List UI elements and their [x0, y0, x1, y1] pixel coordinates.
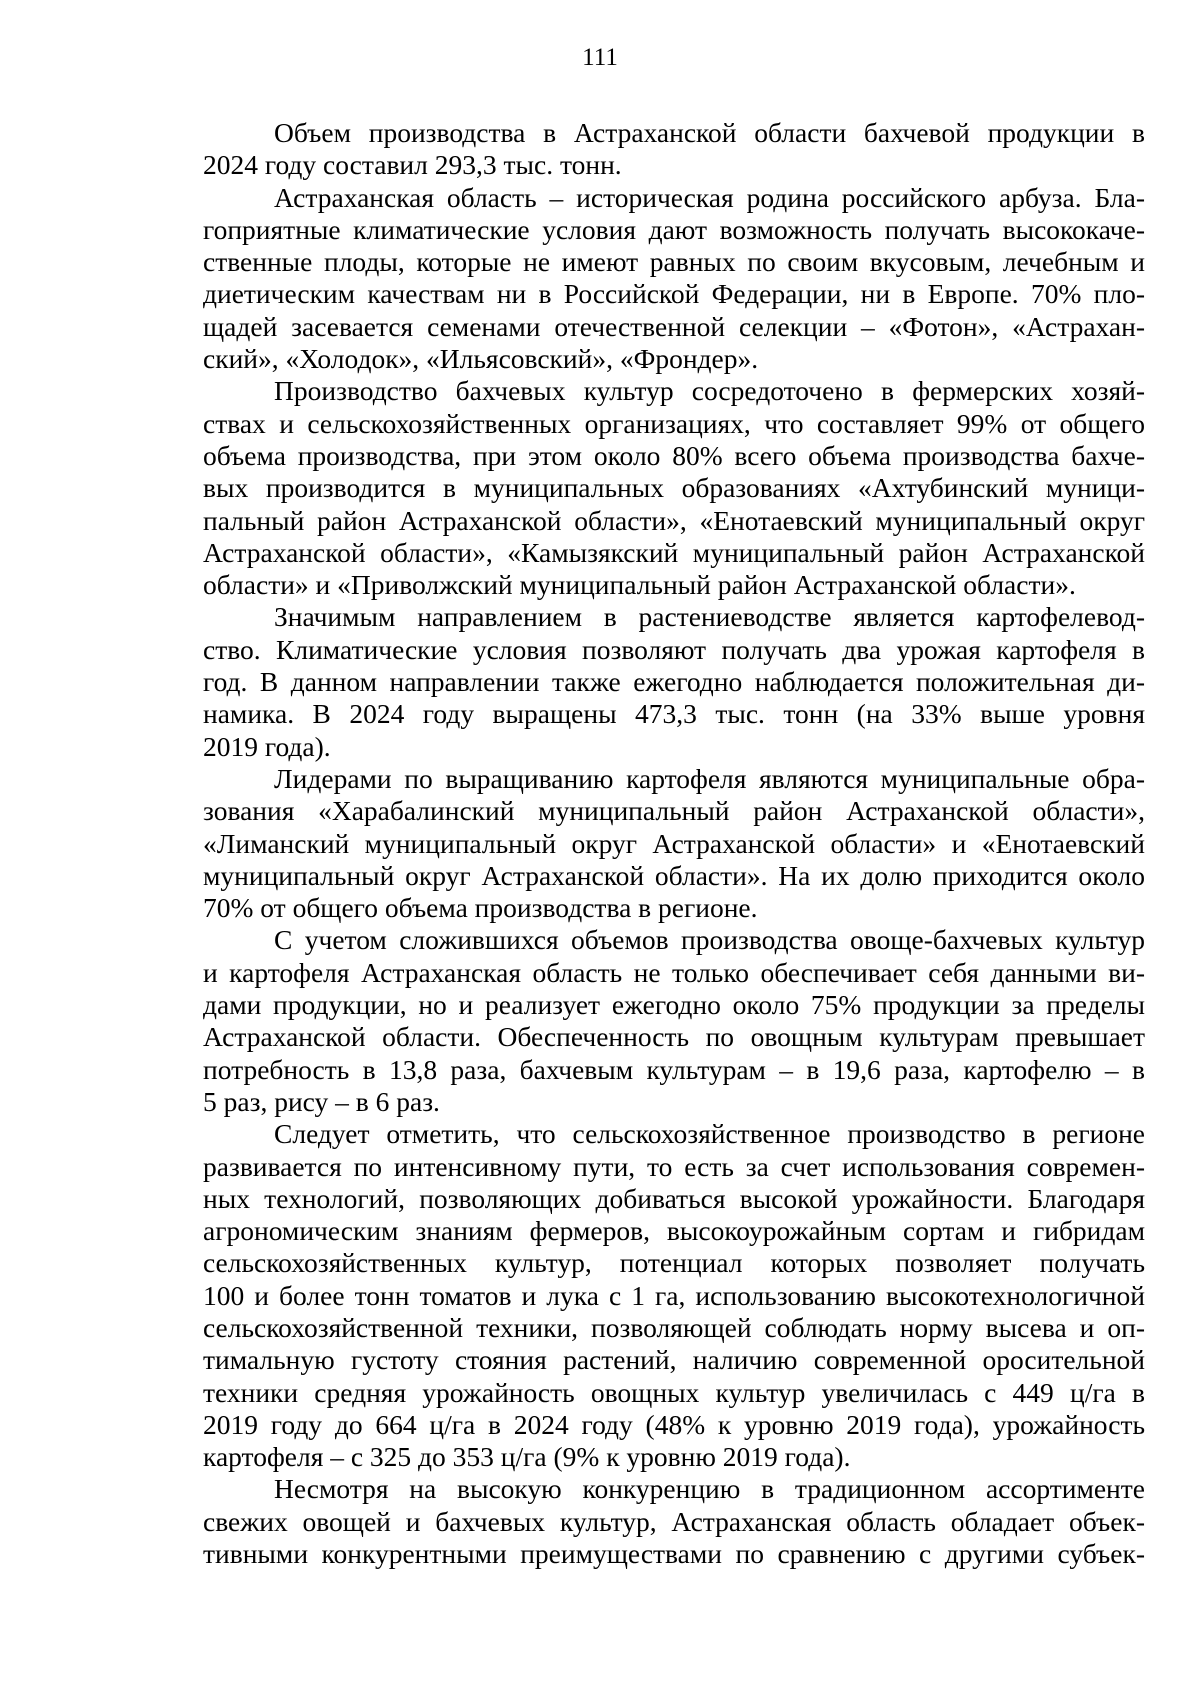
text-line: год. В данном направлении также ежегодно наблюдается положительная ди- [203, 666, 1145, 698]
text-line: Лидерами по выращиванию картофеля являются муниципальные обра- [274, 762, 1145, 794]
page-number: 111 [582, 44, 618, 71]
text-line: тимальную густоту стояния растений, наличию современной оросительной [203, 1344, 1145, 1376]
text-line: гоприятные климатические условия дают возможность получать высококаче- [203, 213, 1145, 245]
text-line: ство. Климатические условия позволяют получать два урожая картофеля в [203, 633, 1145, 665]
text-line: объема производства, при этом около 80% всего объема производства бахче- [203, 439, 1145, 471]
text-line: дами продукции, но и реализует ежегодно около 75% продукции за пределы [203, 989, 1145, 1021]
text-line: 2024 году составил 293,3 тыс. тонн. [203, 149, 622, 181]
text-line: вых производится в муниципальных образованиях «Ахтубинский муници- [203, 472, 1145, 504]
text-line: и картофеля Астраханская область не только обеспечивает себя данными ви- [203, 956, 1145, 988]
text-line: сельскохозяйственных культур, потенциал которых позволяет получать [203, 1247, 1145, 1279]
text-line: Производство бахчевых культур сосредоточено в фермерских хозяй- [274, 375, 1145, 407]
text-line: тивными конкурентными преимуществами по сравнению с другими субъек- [203, 1538, 1145, 1570]
text-line: 5 раз, рису – в 6 раз. [203, 1085, 440, 1117]
text-line: потребность в 13,8 раза, бахчевым культурам – в 19,6 раза, картофелю – в [203, 1053, 1145, 1085]
text-line: развивается по интенсивному пути, то есть за счет использования современ- [203, 1150, 1145, 1182]
text-line: области» и «Приволжский муниципальный район Астраханской области». [203, 569, 1076, 601]
text-line: Несмотря на высокую конкуренцию в традиционном ассортименте [274, 1473, 1145, 1505]
text-line: ных технологий, позволяющих добиваться высокой урожайности. Благодаря [203, 1182, 1145, 1214]
paragraph [203, 182, 1145, 376]
text-line: 70% от общего объема производства в регионе. [203, 892, 758, 924]
paragraph [203, 1473, 1145, 1570]
text-line: ский», «Холодок», «Ильясовский», «Фрондер». [203, 343, 759, 375]
text-line: пальный район Астраханской области», «Енотаевский муниципальный округ [203, 504, 1145, 536]
text-line: ствах и сельскохозяйственных организациях, что составляет 99% от общего [203, 407, 1145, 439]
paragraph [203, 117, 1145, 182]
text-line: Следует отметить, что сельскохозяйственное производство в регионе [274, 1118, 1145, 1150]
text-line: агрономическим знаниям фермеров, высокоурожайным сортам и гибридам [203, 1215, 1145, 1247]
text-line: Значимым направлением в растениеводстве является картофелевод- [274, 601, 1145, 633]
text-line: 2019 года). [203, 730, 331, 762]
text-line: диетическим качествам ни в Российской Федерации, ни в Европе. 70% пло- [203, 278, 1145, 310]
text-line: техники средняя урожайность овощных культур увеличилась с 449 ц/га в [203, 1376, 1145, 1408]
paragraph [203, 763, 1145, 924]
paragraph [203, 924, 1145, 1118]
body-text [203, 117, 1145, 1570]
text-line: С учетом сложившихся объемов производства овоще-бахчевых культур [274, 924, 1145, 956]
text-line: свежих овощей и бахчевых культур, Астраханская область обладает объек- [203, 1505, 1145, 1537]
text-line: 2019 году до 664 ц/га в 2024 году (48% к уровню 2019 года), урожайность [203, 1408, 1145, 1440]
paragraph [203, 1118, 1145, 1473]
text-line: Астраханской области. Обеспеченность по овощным культурам превышает [203, 1021, 1145, 1053]
text-line: «Лиманский муниципальный округ Астраханской области» и «Енотаевский [203, 827, 1145, 859]
text-line: Объем производства в Астраханской области бахчевой продукции в [274, 117, 1145, 148]
paragraph [203, 601, 1145, 762]
text-line: щадей засевается семенами отечественной селекции – «Фотон», «Астрахан- [203, 310, 1145, 342]
text-line: картофеля – с 325 до 353 ц/га (9% к уровню 2019 года). [203, 1441, 851, 1473]
text-line: Астраханской области», «Камызякский муниципальный район Астраханской [203, 536, 1145, 568]
paragraph [203, 375, 1145, 601]
text-line: ственные плоды, которые не имеют равных по своим вкусовым, лечебным и [203, 246, 1145, 278]
text-line: зования «Харабалинский муниципальный район Астраханской области», [203, 795, 1145, 827]
text-line: сельскохозяйственной техники, позволяющей соблюдать норму высева и оп- [203, 1311, 1145, 1343]
text-line: муниципальный округ Астраханской области». На их долю приходится около [203, 859, 1145, 891]
text-line: 100 и более тонн томатов и лука с 1 га, использованию высокотехнологичной [203, 1279, 1145, 1311]
text-line: Астраханская область – историческая родина российского арбуза. Бла- [274, 181, 1145, 213]
text-line: намика. В 2024 году выращены 473,3 тыс. тонн (на 33% выше уровня [203, 698, 1145, 730]
